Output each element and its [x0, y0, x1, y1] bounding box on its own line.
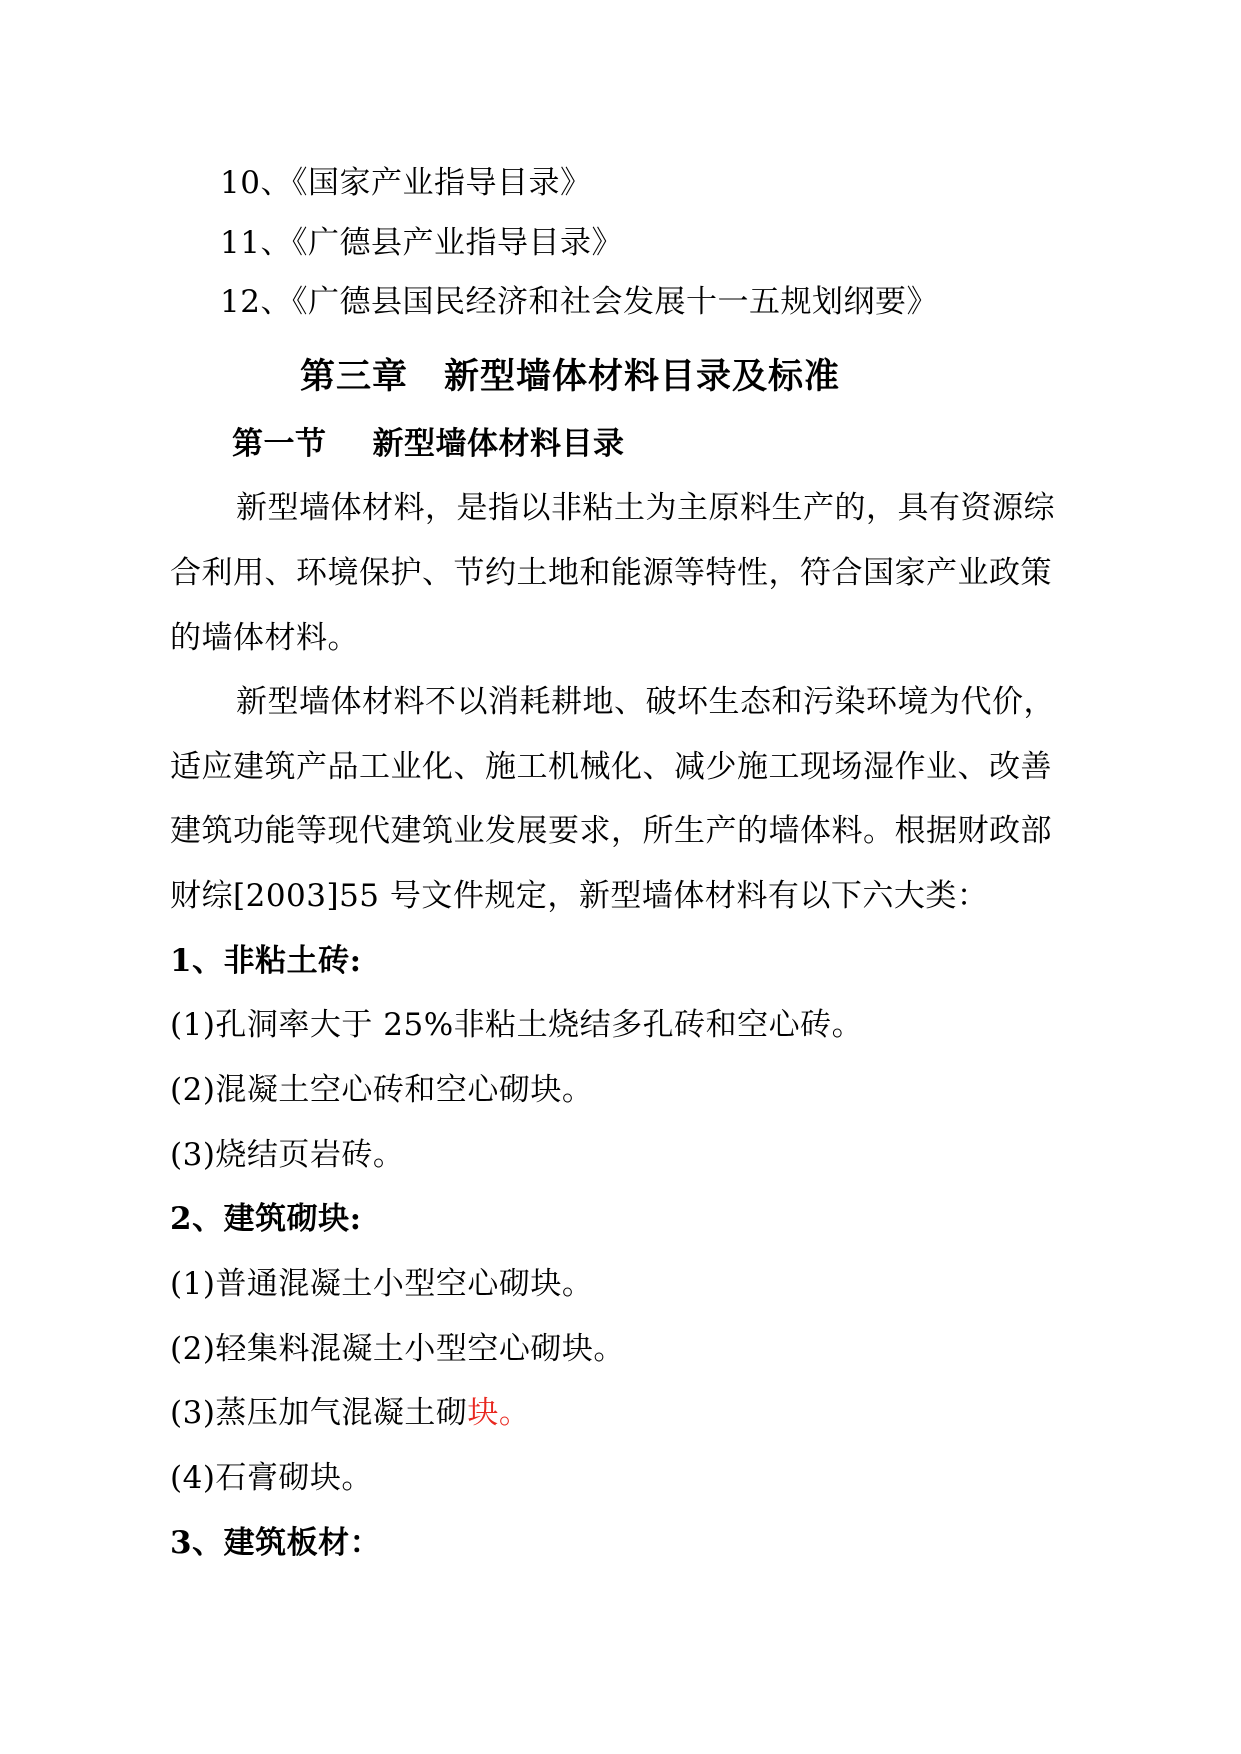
category-heading: 3、建筑板材：: [170, 1525, 382, 1561]
list-item-text: (3)蒸压加气混凝土砌: [170, 1395, 468, 1431]
list-item: (1)普通混凝土小型空心砌块。: [170, 1266, 594, 1302]
section-label: 第一节: [232, 426, 327, 462]
reference-item: 11、《广德县产业指导目录》: [220, 225, 623, 261]
paragraph-line: 合利用、环境保护、节约土地和能源等特性，符合国家产业政策: [170, 555, 1052, 591]
chapter-label: 第三章: [300, 357, 409, 397]
highlighted-text: 块。: [467, 1395, 531, 1431]
list-item: (1)孔洞率大于 25%非粘土烧结多孔砖和空心砖。: [170, 1007, 864, 1043]
category-heading: 1、非粘土砖:: [170, 943, 362, 979]
paragraph-line: 财综[2003]55 号文件规定，新型墙体材料有以下六大类：: [170, 878, 989, 914]
section-heading: [232, 424, 625, 464]
reference-item: 12、《广德县国民经济和社会发展十一五规划纲要》: [220, 284, 938, 320]
section-title: 新型墙体材料目录: [372, 426, 625, 462]
list-item: (2)轻集料混凝土小型空心砌块。: [170, 1331, 625, 1367]
paragraph-line: 的墙体材料。: [170, 620, 359, 656]
paragraph-line: 适应建筑产品工业化、施工机械化、减少施工现场湿作业、改善: [170, 749, 1052, 785]
chapter-title: 新型墙体材料目录及标准: [444, 357, 841, 397]
list-item: (4)石膏砌块。: [170, 1460, 373, 1496]
paragraph-line: 新型墙体材料，是指以非粘土为主原料生产的，具有资源综: [236, 490, 1055, 526]
list-item: (3)烧结页岩砖。: [170, 1137, 405, 1173]
paragraph-line: 新型墙体材料不以消耗耕地、破坏生态和污染环境为代价，: [236, 684, 1055, 720]
paragraph-line: 建筑功能等现代建筑业发展要求，所生产的墙体料。根据财政部: [170, 813, 1052, 849]
list-item: [170, 1393, 530, 1433]
chapter-heading: [300, 357, 840, 397]
category-heading: 2、建筑砌块:: [170, 1201, 362, 1237]
list-item: (2)混凝土空心砖和空心砌块。: [170, 1072, 594, 1108]
reference-item: 10、《国家产业指导目录》: [220, 165, 592, 201]
